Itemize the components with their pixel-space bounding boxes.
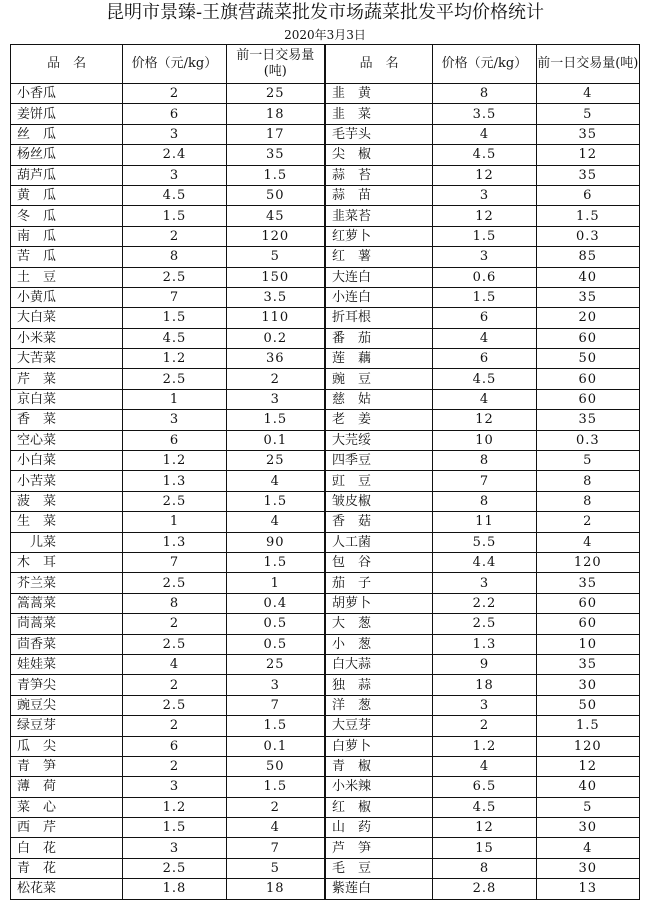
volume-right: 35 bbox=[536, 654, 639, 674]
volume-right: 60 bbox=[536, 614, 639, 634]
table-row bbox=[11, 654, 640, 674]
price-left: 2.5 bbox=[123, 267, 226, 287]
volume-left: 3 bbox=[226, 675, 325, 695]
price-right: 6.5 bbox=[433, 777, 536, 797]
table-row bbox=[11, 247, 640, 267]
table-row bbox=[11, 777, 640, 797]
volume-right: 35 bbox=[536, 287, 639, 307]
vegetable-name-right: 紫莲白 bbox=[325, 879, 433, 899]
volume-left: 3 bbox=[226, 389, 325, 409]
volume-left: 110 bbox=[226, 308, 325, 328]
volume-left: 25 bbox=[226, 451, 325, 471]
vegetable-name-left: 空心菜 bbox=[11, 430, 123, 450]
table-row bbox=[11, 165, 640, 185]
price-right: 10 bbox=[433, 430, 536, 450]
price-left: 1.2 bbox=[123, 349, 226, 369]
price-right: 3 bbox=[433, 695, 536, 715]
report-date: 2020年3月3日 bbox=[284, 28, 366, 42]
table-row bbox=[11, 410, 640, 430]
table-row bbox=[11, 185, 640, 205]
price-right: 3 bbox=[433, 573, 536, 593]
price-right: 8 bbox=[433, 491, 536, 511]
price-right: 4.4 bbox=[433, 552, 536, 572]
price-left: 2 bbox=[123, 716, 226, 736]
table-row bbox=[11, 389, 640, 409]
volume-right: 4 bbox=[536, 838, 639, 858]
vegetable-name-right: 芦 笋 bbox=[325, 838, 433, 858]
vegetable-name-left: 篙蒿菜 bbox=[11, 593, 123, 613]
volume-left: 150 bbox=[226, 267, 325, 287]
vegetable-name-right: 红萝卜 bbox=[325, 226, 433, 246]
volume-right: 35 bbox=[536, 165, 639, 185]
vegetable-name-left: 松花菜 bbox=[11, 879, 123, 899]
vegetable-name-right: 红 薯 bbox=[325, 247, 433, 267]
vegetable-name-right: 独 蒜 bbox=[325, 675, 433, 695]
table-row bbox=[11, 838, 640, 858]
volume-right: 1.5 bbox=[536, 206, 639, 226]
table-row bbox=[11, 124, 640, 144]
volume-left: 7 bbox=[226, 695, 325, 715]
table-body bbox=[11, 84, 640, 900]
volume-right: 30 bbox=[536, 675, 639, 695]
price-left: 1.2 bbox=[123, 451, 226, 471]
vegetable-name-left: 西 芹 bbox=[11, 818, 123, 838]
volume-right: 2 bbox=[536, 512, 639, 532]
table-row bbox=[11, 349, 640, 369]
volume-left: 120 bbox=[226, 226, 325, 246]
volume-left: 1.5 bbox=[226, 491, 325, 511]
vegetable-name-right: 大 葱 bbox=[325, 614, 433, 634]
price-right: 1.5 bbox=[433, 287, 536, 307]
volume-left: 35 bbox=[226, 145, 325, 165]
price-right: 4 bbox=[433, 389, 536, 409]
table-row bbox=[11, 573, 640, 593]
price-right: 8 bbox=[433, 451, 536, 471]
volume-right: 50 bbox=[536, 695, 639, 715]
volume-left: 17 bbox=[226, 124, 325, 144]
volume-right: 120 bbox=[536, 736, 639, 756]
volume-left: 2 bbox=[226, 369, 325, 389]
vegetable-name-right: 山 药 bbox=[325, 818, 433, 838]
volume-right: 85 bbox=[536, 247, 639, 267]
vegetable-name-left: 薄 荷 bbox=[11, 777, 123, 797]
vegetable-name-right: 四季豆 bbox=[325, 451, 433, 471]
table-row bbox=[11, 206, 640, 226]
vegetable-name-right: 番 茄 bbox=[325, 328, 433, 348]
volume-left: 0.5 bbox=[226, 614, 325, 634]
table-row bbox=[11, 818, 640, 838]
vegetable-name-right: 大豆芽 bbox=[325, 716, 433, 736]
vegetable-name-right: 茄 子 bbox=[325, 573, 433, 593]
price-left: 2.5 bbox=[123, 369, 226, 389]
table-row bbox=[11, 308, 640, 328]
volume-left: 1.5 bbox=[226, 165, 325, 185]
vegetable-name-right: 老 姜 bbox=[325, 410, 433, 430]
volume-right: 20 bbox=[536, 308, 639, 328]
vegetable-name-left: 小白菜 bbox=[11, 451, 123, 471]
volume-right: 30 bbox=[536, 858, 639, 878]
volume-right: 0.3 bbox=[536, 226, 639, 246]
vegetable-name-left: 白 花 bbox=[11, 838, 123, 858]
volume-left: 4 bbox=[226, 471, 325, 491]
header-volume-right: 前一日交易量(吨) bbox=[536, 45, 639, 84]
volume-left: 90 bbox=[226, 532, 325, 552]
price-left: 1.5 bbox=[123, 206, 226, 226]
price-left: 2.5 bbox=[123, 491, 226, 511]
price-left: 2 bbox=[123, 675, 226, 695]
volume-left: 1.5 bbox=[226, 552, 325, 572]
price-right: 18 bbox=[433, 675, 536, 695]
table-row bbox=[11, 797, 640, 817]
price-left: 6 bbox=[123, 430, 226, 450]
volume-left: 45 bbox=[226, 206, 325, 226]
vegetable-name-left: 青 花 bbox=[11, 858, 123, 878]
volume-left: 1.5 bbox=[226, 410, 325, 430]
vegetable-name-left: 小香瓜 bbox=[11, 84, 123, 104]
table-row bbox=[11, 430, 640, 450]
volume-right: 40 bbox=[536, 267, 639, 287]
price-right: 4.5 bbox=[433, 797, 536, 817]
price-left: 6 bbox=[123, 736, 226, 756]
volume-right: 8 bbox=[536, 471, 639, 491]
volume-left: 0.2 bbox=[226, 328, 325, 348]
price-right: 12 bbox=[433, 410, 536, 430]
volume-left: 50 bbox=[226, 185, 325, 205]
page-title: 昆明市景臻-王旗营蔬菜批发市场蔬菜批发平均价格统计 bbox=[105, 2, 545, 23]
price-left: 2.5 bbox=[123, 695, 226, 715]
vegetable-name-right: 包 谷 bbox=[325, 552, 433, 572]
price-right: 12 bbox=[433, 206, 536, 226]
price-right: 4.5 bbox=[433, 145, 536, 165]
table-row bbox=[11, 552, 640, 572]
volume-left: 1.5 bbox=[226, 716, 325, 736]
price-left: 3 bbox=[123, 838, 226, 858]
price-left: 2.4 bbox=[123, 145, 226, 165]
price-right: 12 bbox=[433, 165, 536, 185]
table-row bbox=[11, 858, 640, 878]
volume-right: 4 bbox=[536, 532, 639, 552]
table-row bbox=[11, 145, 640, 165]
vegetable-name-right: 青 椒 bbox=[325, 756, 433, 776]
price-left: 2 bbox=[123, 614, 226, 634]
volume-left: 5 bbox=[226, 247, 325, 267]
vegetable-name-left: 菜 心 bbox=[11, 797, 123, 817]
price-right: 8 bbox=[433, 858, 536, 878]
vegetable-name-right: 豌 豆 bbox=[325, 369, 433, 389]
table-row bbox=[11, 369, 640, 389]
vegetable-name-left: 京白菜 bbox=[11, 389, 123, 409]
price-right: 4 bbox=[433, 328, 536, 348]
vegetable-name-left: 南 瓜 bbox=[11, 226, 123, 246]
price-right: 6 bbox=[433, 308, 536, 328]
volume-left: 3.5 bbox=[226, 287, 325, 307]
table-row bbox=[11, 634, 640, 654]
vegetable-name-right: 大连白 bbox=[325, 267, 433, 287]
price-left: 2.5 bbox=[123, 634, 226, 654]
price-left: 7 bbox=[123, 552, 226, 572]
vegetable-name-right: 大芫绥 bbox=[325, 430, 433, 450]
table-row bbox=[11, 736, 640, 756]
vegetable-name-left: 小黄瓜 bbox=[11, 287, 123, 307]
vegetable-name-right: 皱皮椒 bbox=[325, 491, 433, 511]
volume-right: 5 bbox=[536, 451, 639, 471]
volume-right: 60 bbox=[536, 369, 639, 389]
volume-left: 2 bbox=[226, 797, 325, 817]
vegetable-name-right: 小 葱 bbox=[325, 634, 433, 654]
price-right: 3 bbox=[433, 247, 536, 267]
vegetable-name-left: 芹 菜 bbox=[11, 369, 123, 389]
price-right: 3 bbox=[433, 185, 536, 205]
vegetable-name-right: 毛 豆 bbox=[325, 858, 433, 878]
volume-left: 18 bbox=[226, 104, 325, 124]
price-left: 1.8 bbox=[123, 879, 226, 899]
price-right: 2 bbox=[433, 716, 536, 736]
price-right: 12 bbox=[433, 818, 536, 838]
volume-right: 35 bbox=[536, 124, 639, 144]
vegetable-name-left: 绿豆芽 bbox=[11, 716, 123, 736]
vegetable-name-left: 大苦菜 bbox=[11, 349, 123, 369]
price-left: 1 bbox=[123, 512, 226, 532]
volume-right: 35 bbox=[536, 573, 639, 593]
price-right: 6 bbox=[433, 349, 536, 369]
table-row bbox=[11, 451, 640, 471]
table-row bbox=[11, 695, 640, 715]
price-left: 1.3 bbox=[123, 471, 226, 491]
header-name-right: 品 名 bbox=[325, 45, 433, 84]
vegetable-name-left: 生 菜 bbox=[11, 512, 123, 532]
table-row bbox=[11, 593, 640, 613]
price-left: 6 bbox=[123, 104, 226, 124]
price-left: 7 bbox=[123, 287, 226, 307]
vegetable-name-left: 香 菜 bbox=[11, 410, 123, 430]
vegetable-name-right: 尖 椒 bbox=[325, 145, 433, 165]
price-table bbox=[10, 44, 640, 900]
price-right: 8 bbox=[433, 84, 536, 104]
vegetable-name-left: 土 豆 bbox=[11, 267, 123, 287]
volume-right: 30 bbox=[536, 818, 639, 838]
vegetable-name-right: 白大蒜 bbox=[325, 654, 433, 674]
vegetable-name-right: 香 菇 bbox=[325, 512, 433, 532]
vegetable-name-left: 芥兰菜 bbox=[11, 573, 123, 593]
vegetable-name-right: 毛芋头 bbox=[325, 124, 433, 144]
price-left: 8 bbox=[123, 593, 226, 613]
price-left: 1.5 bbox=[123, 308, 226, 328]
volume-right: 35 bbox=[536, 410, 639, 430]
header-name-left: 品 名 bbox=[11, 45, 123, 84]
volume-left: 0.1 bbox=[226, 430, 325, 450]
price-left: 2 bbox=[123, 84, 226, 104]
vegetable-name-right: 小米辣 bbox=[325, 777, 433, 797]
table-row bbox=[11, 226, 640, 246]
volume-left: 36 bbox=[226, 349, 325, 369]
volume-left: 7 bbox=[226, 838, 325, 858]
price-left: 2.5 bbox=[123, 573, 226, 593]
volume-right: 6 bbox=[536, 185, 639, 205]
volume-left: 5 bbox=[226, 858, 325, 878]
vegetable-name-left: 娃娃菜 bbox=[11, 654, 123, 674]
vegetable-name-right: 蒜 苔 bbox=[325, 165, 433, 185]
price-left: 4.5 bbox=[123, 185, 226, 205]
price-right: 4.5 bbox=[433, 369, 536, 389]
vegetable-name-left: 木 耳 bbox=[11, 552, 123, 572]
volume-left: 4 bbox=[226, 512, 325, 532]
price-left: 3 bbox=[123, 777, 226, 797]
table-row bbox=[11, 879, 640, 899]
price-left: 8 bbox=[123, 247, 226, 267]
table-row bbox=[11, 328, 640, 348]
volume-right: 60 bbox=[536, 328, 639, 348]
table-row bbox=[11, 267, 640, 287]
vegetable-name-left: 丝 瓜 bbox=[11, 124, 123, 144]
volume-left: 18 bbox=[226, 879, 325, 899]
vegetable-name-right: 小连白 bbox=[325, 287, 433, 307]
vegetable-name-left: 杨丝瓜 bbox=[11, 145, 123, 165]
volume-right: 8 bbox=[536, 491, 639, 511]
price-right: 2.5 bbox=[433, 614, 536, 634]
price-left: 4.5 bbox=[123, 328, 226, 348]
volume-right: 60 bbox=[536, 389, 639, 409]
price-right: 7 bbox=[433, 471, 536, 491]
vegetable-name-left: 黄 瓜 bbox=[11, 185, 123, 205]
vegetable-name-left: 大白菜 bbox=[11, 308, 123, 328]
price-right: 1.2 bbox=[433, 736, 536, 756]
vegetable-name-left: 青笋尖 bbox=[11, 675, 123, 695]
price-right: 3.5 bbox=[433, 104, 536, 124]
volume-right: 4 bbox=[536, 84, 639, 104]
vegetable-name-left: 葫芦瓜 bbox=[11, 165, 123, 185]
volume-right: 60 bbox=[536, 593, 639, 613]
vegetable-name-left: 冬 瓜 bbox=[11, 206, 123, 226]
header-price-right: 价格（元/kg） bbox=[433, 45, 536, 84]
price-left: 1.5 bbox=[123, 818, 226, 838]
table-row bbox=[11, 532, 640, 552]
volume-right: 50 bbox=[536, 349, 639, 369]
price-right: 5.5 bbox=[433, 532, 536, 552]
volume-right: 12 bbox=[536, 756, 639, 776]
volume-right: 0.3 bbox=[536, 430, 639, 450]
price-right: 0.6 bbox=[433, 267, 536, 287]
price-right: 2.2 bbox=[433, 593, 536, 613]
price-right: 9 bbox=[433, 654, 536, 674]
price-left: 2 bbox=[123, 226, 226, 246]
volume-right: 1.5 bbox=[536, 716, 639, 736]
table-row bbox=[11, 287, 640, 307]
volume-right: 120 bbox=[536, 552, 639, 572]
price-right: 4 bbox=[433, 756, 536, 776]
vegetable-name-right: 人工菌 bbox=[325, 532, 433, 552]
volume-left: 25 bbox=[226, 84, 325, 104]
price-left: 3 bbox=[123, 410, 226, 430]
volume-left: 0.5 bbox=[226, 634, 325, 654]
price-right: 2.8 bbox=[433, 879, 536, 899]
volume-left: 1.5 bbox=[226, 777, 325, 797]
header-price-left: 价格（元/kg） bbox=[123, 45, 226, 84]
table-header-row bbox=[11, 45, 640, 84]
vegetable-name-right: 胡萝卜 bbox=[325, 593, 433, 613]
price-right: 1.5 bbox=[433, 226, 536, 246]
vegetable-name-left: 儿菜 bbox=[11, 532, 123, 552]
vegetable-name-right: 慈 姑 bbox=[325, 389, 433, 409]
volume-right: 5 bbox=[536, 104, 639, 124]
price-right: 11 bbox=[433, 512, 536, 532]
vegetable-name-right: 蒜 苗 bbox=[325, 185, 433, 205]
vegetable-name-left: 菠 菜 bbox=[11, 491, 123, 511]
volume-left: 4 bbox=[226, 818, 325, 838]
volume-right: 12 bbox=[536, 145, 639, 165]
table-row bbox=[11, 512, 640, 532]
volume-right: 10 bbox=[536, 634, 639, 654]
volume-right: 5 bbox=[536, 797, 639, 817]
price-left: 4 bbox=[123, 654, 226, 674]
table-row bbox=[11, 471, 640, 491]
table-row bbox=[11, 104, 640, 124]
vegetable-name-right: 莲 藕 bbox=[325, 349, 433, 369]
table-row bbox=[11, 675, 640, 695]
vegetable-name-left: 青 笋 bbox=[11, 756, 123, 776]
price-left: 3 bbox=[123, 165, 226, 185]
price-left: 2.5 bbox=[123, 858, 226, 878]
table-row bbox=[11, 84, 640, 104]
price-right: 1.3 bbox=[433, 634, 536, 654]
vegetable-name-right: 豇 豆 bbox=[325, 471, 433, 491]
vegetable-name-left: 姜饼瓜 bbox=[11, 104, 123, 124]
vegetable-name-right: 韭 菜 bbox=[325, 104, 433, 124]
vegetable-name-right: 韭菜苔 bbox=[325, 206, 433, 226]
vegetable-name-left: 茴香菜 bbox=[11, 634, 123, 654]
table-row bbox=[11, 756, 640, 776]
volume-left: 25 bbox=[226, 654, 325, 674]
table-row bbox=[11, 614, 640, 634]
vegetable-name-left: 苦 瓜 bbox=[11, 247, 123, 267]
volume-left: 0.1 bbox=[226, 736, 325, 756]
volume-left: 50 bbox=[226, 756, 325, 776]
price-right: 15 bbox=[433, 838, 536, 858]
price-left: 2 bbox=[123, 756, 226, 776]
vegetable-name-right: 红 椒 bbox=[325, 797, 433, 817]
table-row bbox=[11, 716, 640, 736]
vegetable-name-left: 豌豆尖 bbox=[11, 695, 123, 715]
price-left: 1.3 bbox=[123, 532, 226, 552]
vegetable-name-left: 小苦菜 bbox=[11, 471, 123, 491]
price-left: 1.2 bbox=[123, 797, 226, 817]
vegetable-name-right: 折耳根 bbox=[325, 308, 433, 328]
vegetable-name-right: 韭 黄 bbox=[325, 84, 433, 104]
price-right: 4 bbox=[433, 124, 536, 144]
price-left: 1 bbox=[123, 389, 226, 409]
header-volume-left: 前一日交易量(吨) bbox=[226, 45, 325, 84]
vegetable-name-right: 白萝卜 bbox=[325, 736, 433, 756]
vegetable-name-left: 茼蒿菜 bbox=[11, 614, 123, 634]
volume-left: 1 bbox=[226, 573, 325, 593]
volume-left: 0.4 bbox=[226, 593, 325, 613]
volume-right: 13 bbox=[536, 879, 639, 899]
price-left: 3 bbox=[123, 124, 226, 144]
volume-right: 40 bbox=[536, 777, 639, 797]
vegetable-name-left: 小米菜 bbox=[11, 328, 123, 348]
vegetable-name-left: 瓜 尖 bbox=[11, 736, 123, 756]
table-row bbox=[11, 491, 640, 511]
vegetable-name-right: 洋 葱 bbox=[325, 695, 433, 715]
